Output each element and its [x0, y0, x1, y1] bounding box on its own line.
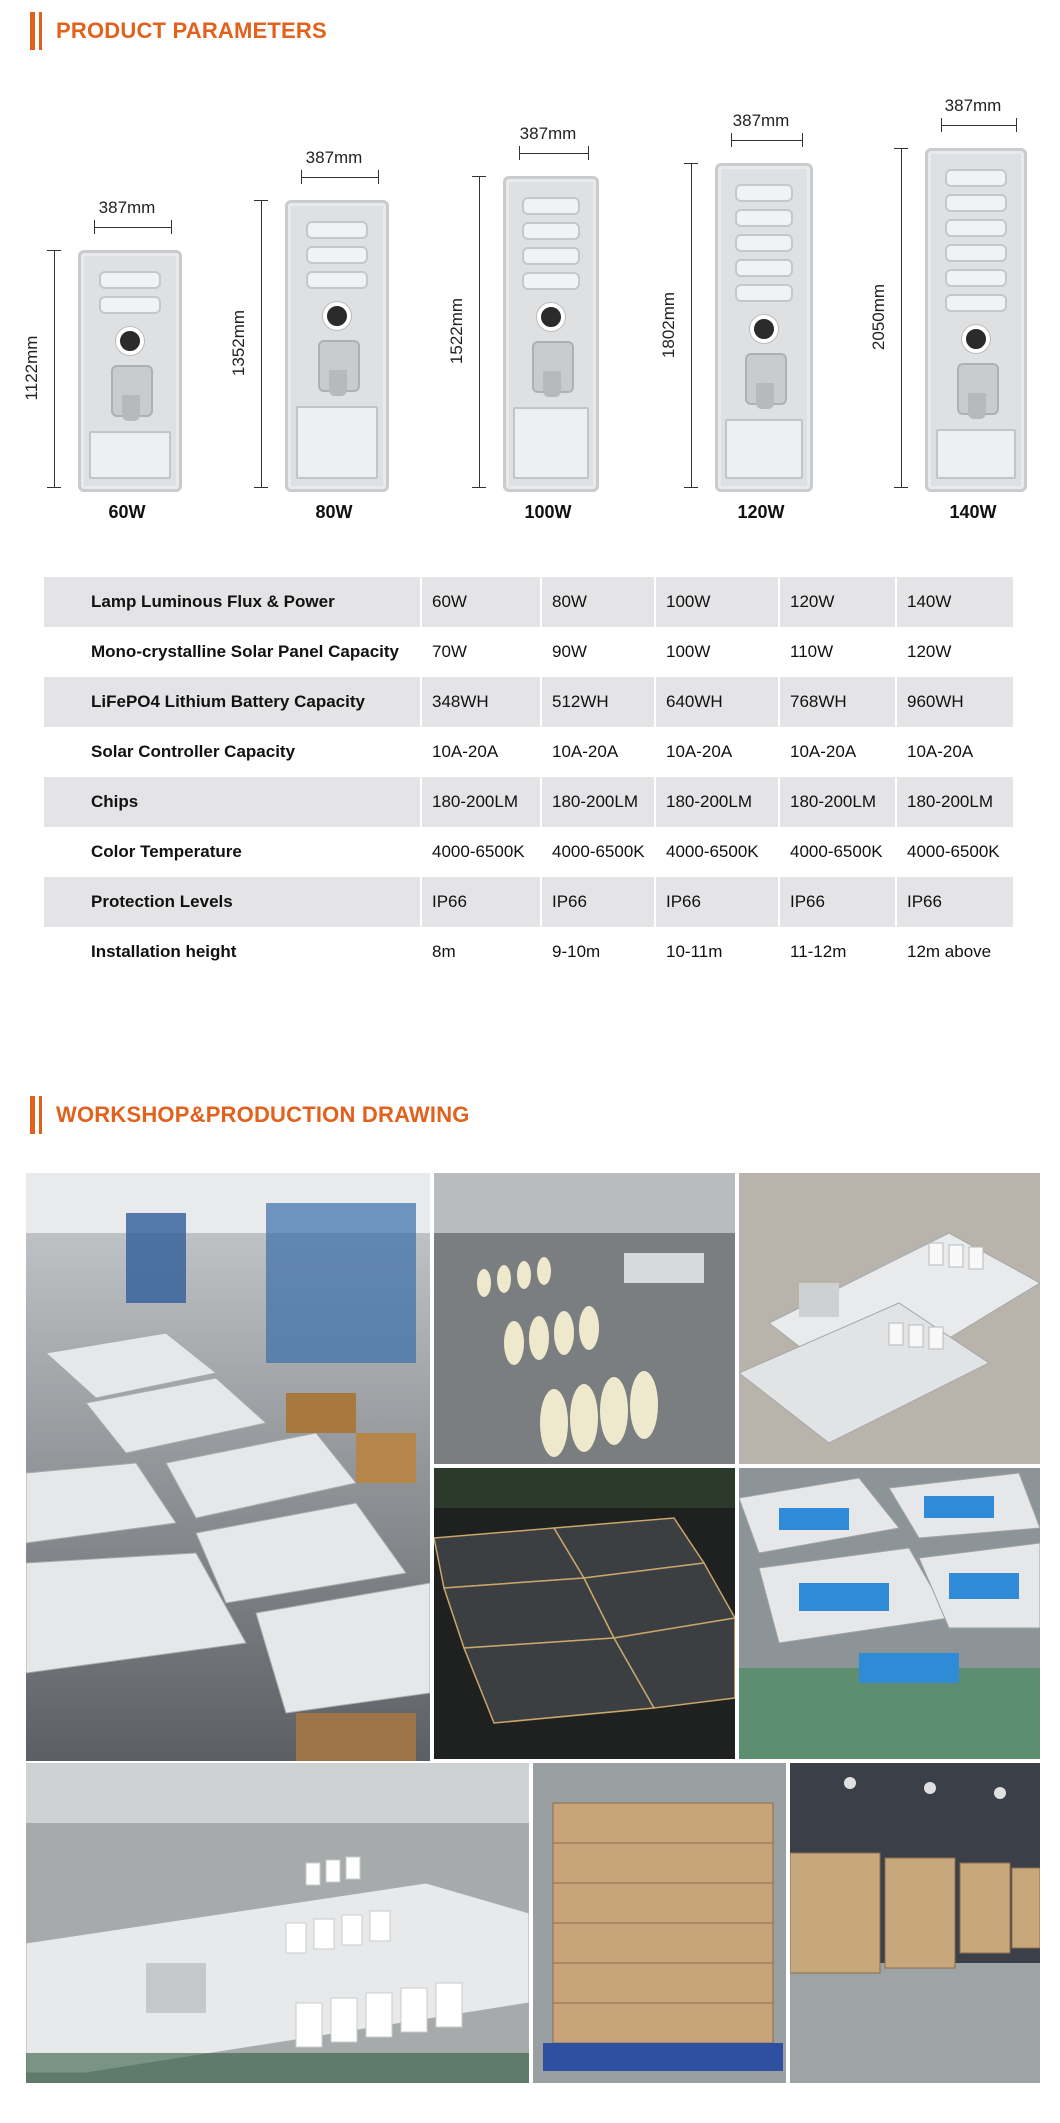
photo-workshop-floor — [26, 1173, 430, 1761]
led-module — [522, 197, 580, 215]
mount-pipe — [122, 395, 140, 421]
width-dimension-line — [731, 133, 803, 147]
section-title-workshop — [30, 1096, 470, 1134]
spec-value-cell: 100W — [655, 577, 779, 627]
spec-param-label: Protection Levels — [44, 877, 421, 927]
height-dimension-line — [472, 176, 486, 488]
spec-value-cell: 10A-20A — [541, 727, 655, 777]
mount-pipe — [756, 383, 774, 409]
spec-value-cell: 640WH — [655, 677, 779, 727]
spec-value-cell: 9-10m — [541, 927, 655, 977]
width-dimension-line — [519, 146, 589, 160]
led-module — [522, 247, 580, 265]
width-dimension-line — [941, 118, 1017, 132]
led-module — [945, 219, 1006, 237]
photo-lit-lamps-row — [434, 1173, 735, 1464]
lamp-body — [285, 200, 389, 492]
led-module — [945, 194, 1006, 212]
width-dimension-label: 387mm — [732, 111, 790, 130]
spec-value-cell: 120W — [896, 627, 1014, 677]
spec-row — [44, 827, 1014, 877]
spec-value-cell: 768WH — [779, 677, 896, 727]
spec-value-cell: 90W — [541, 627, 655, 677]
spec-value-cell: 180-200LM — [655, 777, 779, 827]
led-module — [945, 269, 1006, 287]
led-module — [306, 271, 369, 289]
height-dimension-line — [254, 200, 268, 488]
light-sensor — [537, 303, 565, 331]
lamp-body — [715, 163, 813, 492]
width-dimension-line — [94, 220, 172, 234]
spec-row — [44, 927, 1014, 977]
pole-mount — [957, 363, 999, 415]
width-dimension-line — [301, 170, 379, 184]
pole-mount — [532, 341, 574, 393]
photo-battery-packs — [739, 1468, 1040, 1759]
spec-value-cell: 180-200LM — [541, 777, 655, 827]
wattage-label: 80W — [315, 502, 353, 522]
pole-mount — [745, 353, 787, 405]
width-dimension-label: 387mm — [305, 148, 363, 167]
photo-lamps-test-night — [434, 1468, 735, 1759]
solar-panel — [296, 406, 378, 479]
led-module — [735, 209, 794, 227]
spec-row — [44, 677, 1014, 727]
spec-param-label: Chips — [44, 777, 421, 827]
spec-value-cell: 140W — [896, 577, 1014, 627]
spec-value-cell: 10A-20A — [421, 727, 541, 777]
led-module — [306, 221, 369, 239]
spec-row — [44, 727, 1014, 777]
spec-value-cell: 110W — [779, 627, 896, 677]
spec-value-cell: IP66 — [541, 877, 655, 927]
light-sensor — [750, 315, 778, 343]
spec-value-cell: 4000-6500K — [541, 827, 655, 877]
title-accent-bar — [30, 1096, 35, 1134]
spec-value-cell: IP66 — [655, 877, 779, 927]
lamp-body — [925, 148, 1027, 492]
wattage-label: 60W — [108, 502, 146, 522]
photo-lamp-assembly — [739, 1173, 1040, 1464]
spec-value-cell: 100W — [655, 627, 779, 677]
spec-row — [44, 577, 1014, 627]
led-module — [945, 244, 1006, 262]
height-dimension-line — [47, 250, 61, 488]
spec-value-cell: 12m above — [896, 927, 1014, 977]
spec-value-cell: 180-200LM — [421, 777, 541, 827]
spec-value-cell: 4000-6500K — [421, 827, 541, 877]
led-module — [735, 184, 794, 202]
mount-pipe — [329, 370, 347, 396]
led-module — [306, 246, 369, 264]
wattage-label: 100W — [524, 502, 572, 522]
spec-value-cell: IP66 — [779, 877, 896, 927]
spec-param-label: LiFePO4 Lithium Battery Capacity — [44, 677, 421, 727]
spec-value-cell: 80W — [541, 577, 655, 627]
light-sensor — [323, 302, 351, 330]
spec-value-cell: 348WH — [421, 677, 541, 727]
solar-panel — [936, 429, 1017, 479]
title-accent-bar — [30, 12, 35, 50]
title-accent-bar-thin — [39, 12, 42, 50]
wattage-label: 120W — [737, 502, 785, 522]
spec-value-cell: 4000-6500K — [655, 827, 779, 877]
lamp-body — [78, 250, 182, 492]
led-module — [735, 259, 794, 277]
spec-value-cell: 11-12m — [779, 927, 896, 977]
solar-panel — [89, 431, 171, 479]
height-dimension-label: 1522mm — [447, 297, 466, 365]
spec-param-label: Color Temperature — [44, 827, 421, 877]
spec-value-cell: 10A-20A — [655, 727, 779, 777]
led-module — [735, 234, 794, 252]
spec-value-cell: 512WH — [541, 677, 655, 727]
section-title-text: PRODUCT PARAMETERS — [56, 18, 327, 43]
spec-row — [44, 777, 1014, 827]
led-module — [99, 296, 162, 314]
wattage-label: 140W — [949, 502, 997, 522]
width-dimension-label: 387mm — [98, 198, 156, 217]
photo-warehouse-stock — [790, 1763, 1040, 2083]
photo-assembly-line-lit — [26, 1763, 529, 2083]
width-dimension-label: 387mm — [944, 96, 1002, 115]
led-module — [735, 284, 794, 302]
height-dimension-label: 1122mm — [22, 335, 41, 401]
spec-param-label: Solar Controller Capacity — [44, 727, 421, 777]
spec-param-label: Mono-crystalline Solar Panel Capacity — [44, 627, 421, 677]
led-module — [522, 222, 580, 240]
height-dimension-label: 1802mm — [659, 291, 678, 358]
spec-value-cell: 180-200LM — [896, 777, 1014, 827]
solar-panel — [513, 407, 589, 479]
title-accent-bar-thin — [39, 1096, 42, 1134]
spec-row — [44, 877, 1014, 927]
led-module — [945, 294, 1006, 312]
spec-value-cell: 10-11m — [655, 927, 779, 977]
spec-value-cell: 180-200LM — [779, 777, 896, 827]
spec-table — [44, 577, 1015, 977]
width-dimension-label: 387mm — [519, 124, 577, 143]
spec-value-cell: IP66 — [896, 877, 1014, 927]
spec-value-cell: 4000-6500K — [896, 827, 1014, 877]
height-dimension-label: 2050mm — [869, 283, 888, 351]
light-sensor — [116, 327, 144, 355]
spec-value-cell: 8m — [421, 927, 541, 977]
height-dimension-line — [684, 163, 698, 488]
spec-value-cell: 10A-20A — [896, 727, 1014, 777]
pole-mount — [318, 340, 360, 392]
solar-panel — [725, 419, 802, 479]
led-module — [945, 169, 1006, 187]
photo-cartons-pallet — [533, 1763, 786, 2083]
section-title-product-parameters — [30, 12, 327, 50]
spec-value-cell: 70W — [421, 627, 541, 677]
spec-value-cell: IP66 — [421, 877, 541, 927]
mount-pipe — [543, 371, 561, 397]
mount-pipe — [968, 393, 986, 419]
spec-value-cell: 120W — [779, 577, 896, 627]
led-module — [99, 271, 162, 289]
spec-param-label: Installation height — [44, 927, 421, 977]
spec-value-cell: 4000-6500K — [779, 827, 896, 877]
spec-value-cell: 960WH — [896, 677, 1014, 727]
spec-value-cell: 60W — [421, 577, 541, 627]
spec-param-label: Lamp Luminous Flux & Power — [44, 577, 421, 627]
spec-row — [44, 627, 1014, 677]
lamp-body — [503, 176, 599, 492]
height-dimension-line — [894, 148, 908, 488]
spec-value-cell: 10A-20A — [779, 727, 896, 777]
section-title-text: WORKSHOP&PRODUCTION DRAWING — [56, 1102, 470, 1127]
pole-mount — [111, 365, 153, 417]
height-dimension-label: 1352mm — [229, 309, 248, 377]
light-sensor — [962, 325, 990, 353]
led-module — [522, 272, 580, 290]
